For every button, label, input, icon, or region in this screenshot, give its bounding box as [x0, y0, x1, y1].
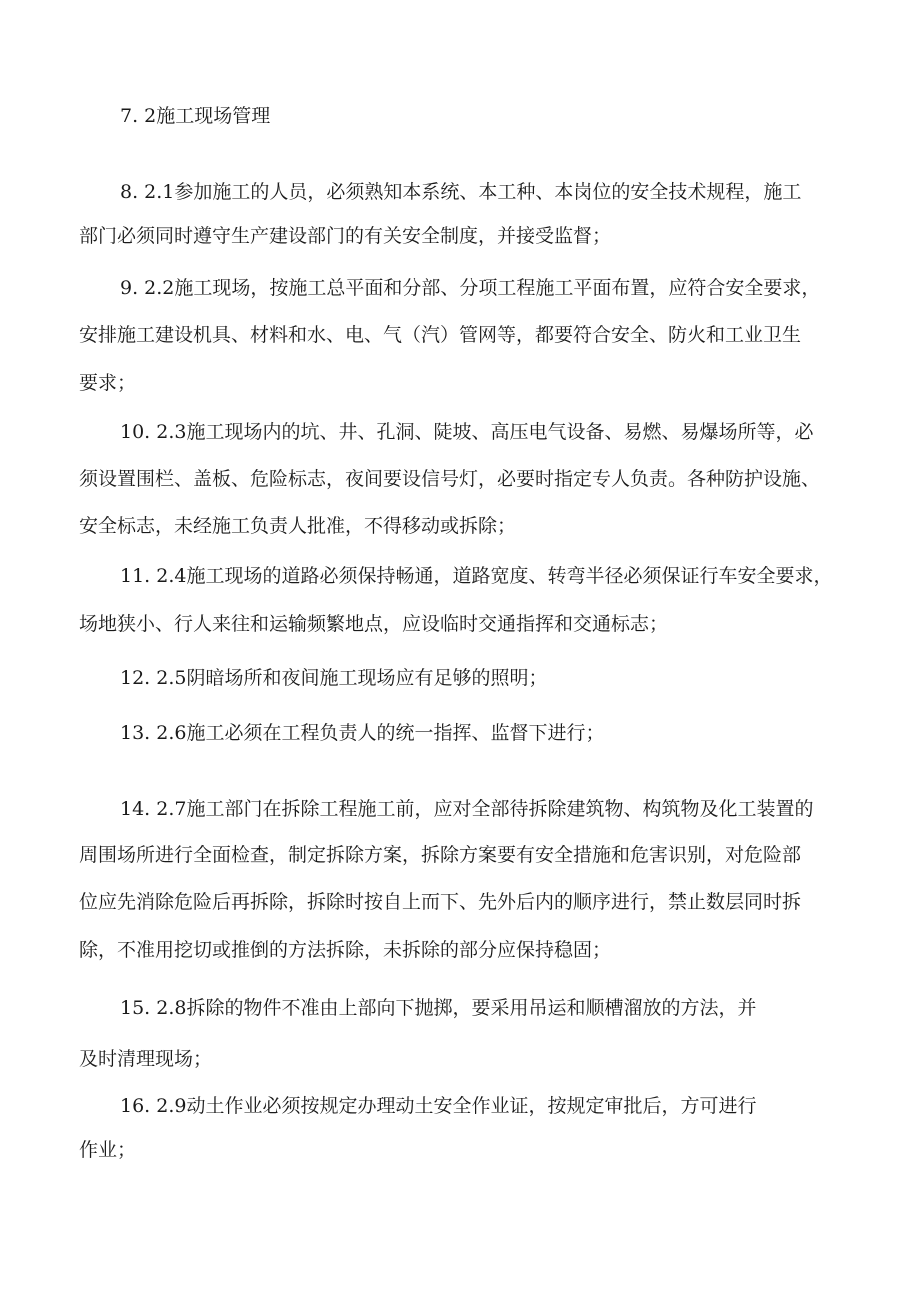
paragraph-11-line-1: 11. 2.4施工现场的道路必须保持畅通，道路宽度、转弯半径必须保证行车安全要求， [120, 565, 833, 587]
paragraph-16-line-2: 作业； [79, 1139, 137, 1161]
paragraph-9-line-3: 要求； [79, 372, 137, 394]
paragraph-14-line-2: 周围场所进行全面检查，制定拆除方案，拆除方案要有安全措施和危害识别，对危险部 [79, 844, 802, 866]
paragraph-14-line-1: 14. 2.7施工部门在拆除工程施工前，应对全部待拆除建筑物、构筑物及化工装置的 [120, 798, 814, 820]
paragraph-11-line-2: 场地狭小、行人来往和运输频繁地点，应设临时交通指挥和交通标志； [79, 613, 669, 635]
paragraph-10-line-3: 安全标志，未经施工负责人批准，不得移动或拆除； [79, 515, 517, 537]
paragraph-8-line-2: 部门必须同时遵守生产建设部门的有关安全制度，并接受监督； [79, 225, 612, 247]
paragraph-9-line-2: 安排施工建设机具、材料和水、电、气（汽）管网等，都要符合安全、防火和工业卫生 [79, 324, 802, 346]
paragraph-13-line-1: 13. 2.6施工必须在工程负责人的统一指挥、监督下进行； [120, 722, 605, 744]
section-heading: 7. 2施工现场管理 [120, 105, 271, 127]
paragraph-9-line-1: 9. 2.2施工现场，按施工总平面和分部、分项工程施工平面布置，应符合安全要求， [120, 277, 821, 299]
paragraph-8-line-1: 8. 2.1参加施工的人员，必须熟知本系统、本工种、本岗位的安全技术规程，施工 [120, 181, 802, 203]
paragraph-15-line-2: 及时清理现场； [79, 1048, 213, 1070]
paragraph-10-line-2: 须设置围栏、盖板、危险标志，夜间要设信号灯，必要时指定专人负责。各种防护设施、 [79, 468, 821, 490]
paragraph-12-line-1: 12. 2.5阴暗场所和夜间施工现场应有足够的照明； [120, 667, 548, 689]
paragraph-14-line-4: 除，不准用挖切或推倒的方法拆除，未拆除的部分应保持稳固； [79, 939, 612, 961]
paragraph-10-line-1: 10. 2.3施工现场内的坑、井、孔洞、陡坡、高压电气设备、易燃、易爆场所等，必 [120, 421, 814, 443]
paragraph-16-line-1: 16. 2.9动土作业必须按规定办理动土安全作业证，按规定审批后，方可进行 [120, 1095, 757, 1117]
paragraph-14-line-3: 位应先消除危险后再拆除，拆除时按自上而下、先外后内的顺序进行，禁止数层同时拆 [79, 891, 802, 913]
paragraph-15-line-1: 15. 2.8拆除的物件不准由上部向下抛掷，要采用吊运和顺槽溜放的方法，并 [120, 997, 757, 1019]
